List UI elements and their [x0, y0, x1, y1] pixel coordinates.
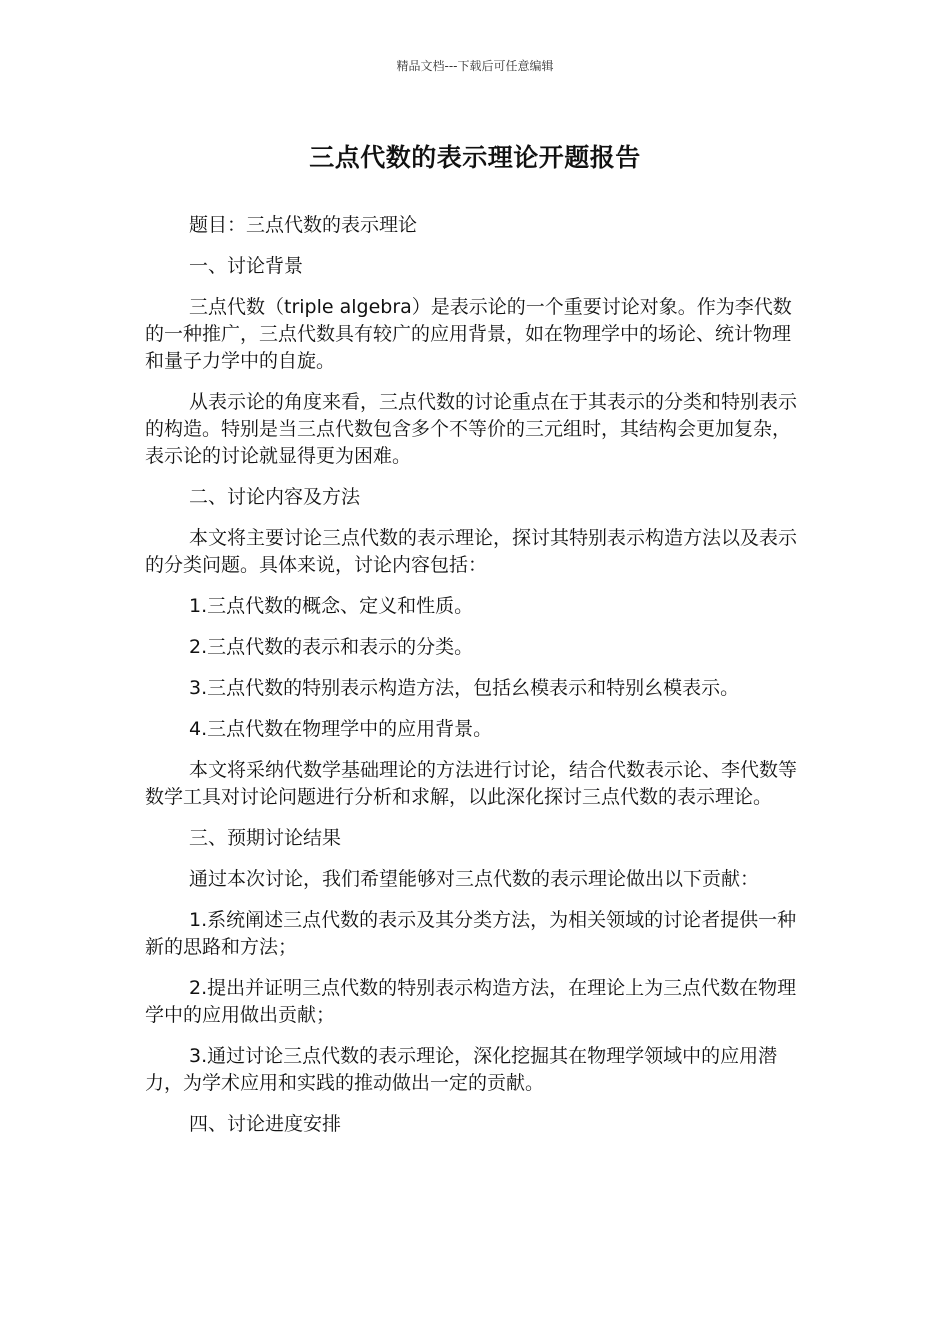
content-list-item: 4.三点代数在物理学中的应用背景。	[189, 718, 493, 740]
background-paragraph-2: 从表示论的角度来看，三点代数的讨论重点在于其表示的分类和特别表示的构造。特别是当三点代数包含多个不等价的三元组时，其结构会更加复杂，表示论的讨论就显得更为困难。	[145, 391, 798, 467]
document-body	[145, 212, 807, 1152]
content-intro-paragraph: 本文将主要讨论三点代数的表示理论，探讨其特别表示构造方法以及表示的分类问题。具体来说，讨论内容包括：	[145, 527, 798, 576]
header-note: 精品文档---下载后可任意编辑	[396, 59, 554, 73]
section-heading-expected-results: 三、预期讨论结果	[189, 827, 342, 849]
results-intro-paragraph: 通过本次讨论，我们希望能够对三点代数的表示理论做出以下贡献：	[189, 868, 760, 890]
results-list-item: 1.系统阐述三点代数的表示及其分类方法，为相关领域的讨论者提供一种新的思路和方法；	[145, 909, 797, 958]
content-list-item: 2.三点代数的表示和表示的分类。	[189, 636, 474, 658]
section-heading-background: 一、讨论背景	[189, 255, 304, 277]
document-title: 三点代数的表示理论开题报告	[309, 143, 641, 172]
content-list-item: 1.三点代数的概念、定义和性质。	[189, 595, 474, 617]
results-list-item: 3.通过讨论三点代数的表示理论，深化挖掘其在物理学领域中的应用潜力，为学术应用和实践的推动做出一定的贡献。	[145, 1045, 778, 1094]
section-heading-content-methods: 二、讨论内容及方法	[189, 486, 361, 508]
methods-paragraph: 本文将采纳代数学基础理论的方法进行讨论，结合代数表示论、李代数等数学工具对讨论问题进行分析和求解，以此深化探讨三点代数的表示理论。	[145, 759, 798, 808]
content-list-item: 3.三点代数的特别表示构造方法，包括幺模表示和特别幺模表示。	[189, 677, 740, 699]
section-heading-schedule: 四、讨论进度安排	[189, 1113, 342, 1135]
topic-line: 题目：三点代数的表示理论	[189, 214, 418, 236]
background-paragraph-1: 三点代数（triple algebra）是表示论的一个重要讨论对象。作为李代数的一种推广，三点代数具有较广的应用背景，如在物理学中的场论、统计物理和量子力学中的自旋。	[145, 296, 792, 372]
results-list-item: 2.提出并证明三点代数的特别表示构造方法，在理论上为三点代数在物理学中的应用做出贡献；	[145, 977, 797, 1026]
